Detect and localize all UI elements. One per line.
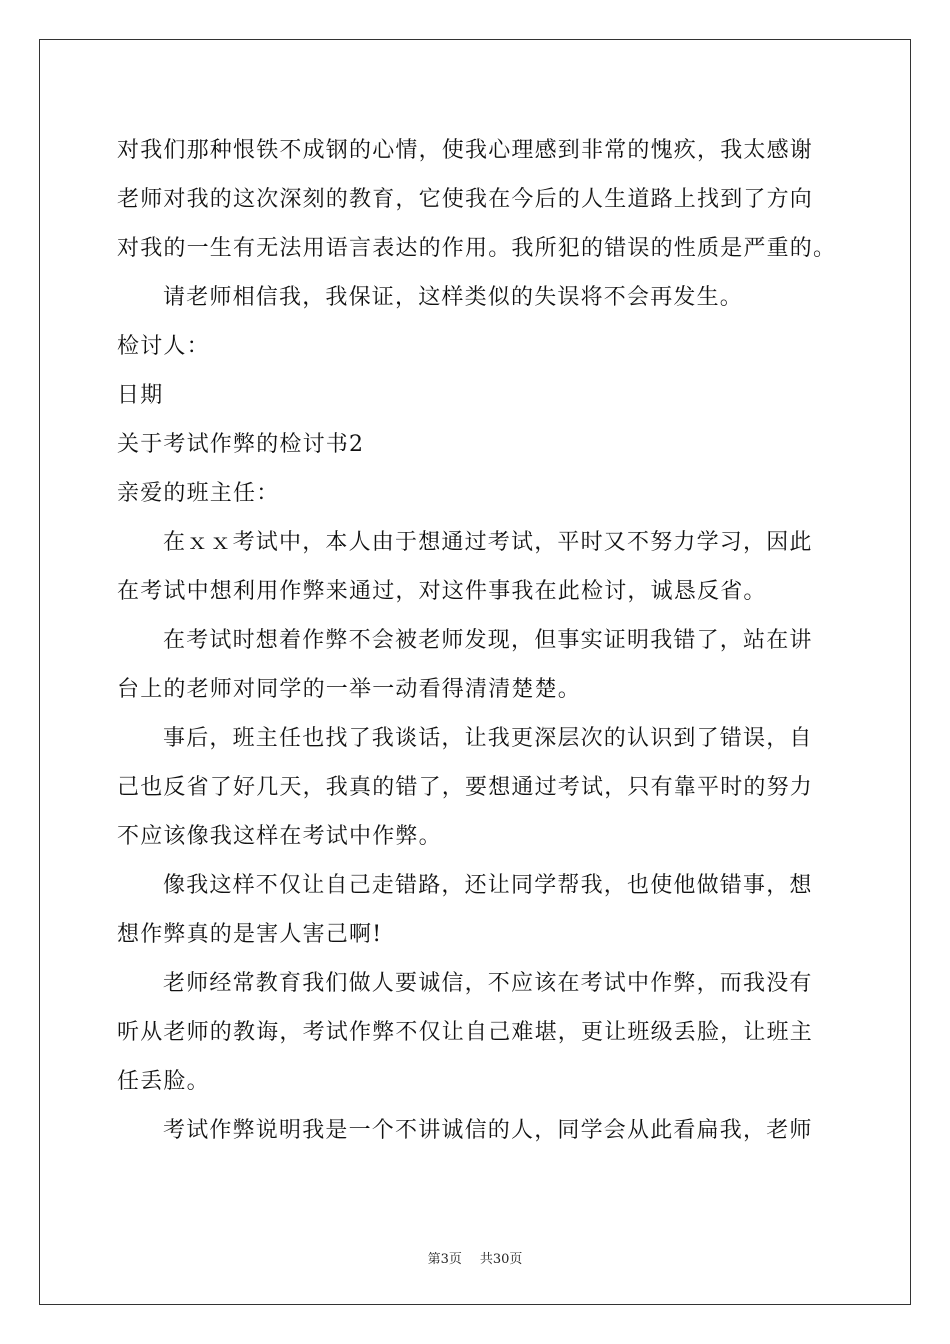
text-line: 己也反省了好几天，我真的错了，要想通过考试，只有靠平时的努力 [117,775,814,800]
text-line: 在考试时想着作弊不会被老师发现，但事实证明我错了，站在讲 [163,628,813,653]
text-line: 在ｘｘ考试中，本人由于想通过考试，平时又不努力学习，因此 [163,530,813,555]
text-line: 事后，班主任也找了我谈话，让我更深层次的认识到了错误，自 [163,726,813,751]
text-line: 听从老师的教诲，考试作弊不仅让自己难堪，更让班级丢脸，让班主 [117,1020,814,1045]
page-footer [0,1248,950,1267]
text-line: 像我这样不仅让自己走错路，还让同学帮我，也使他做错事，想 [163,873,813,898]
text-line: 请老师相信我，我保证，这样类似的失误将不会再发生。 [163,285,744,310]
text-line: 在考试中想利用作弊来通过，对这件事我在此检讨，诚恳反省。 [117,579,767,604]
salutation: 亲爱的班主任： [117,481,280,506]
text-line: 台上的老师对同学的一举一动看得清清楚楚。 [117,677,582,702]
text-line: 想作弊真的是害人害己啊! [117,922,383,947]
page-total: 共30页 [479,1252,523,1267]
page-number: 第3页 [427,1252,462,1267]
text-line: 老师对我的这次深刻的教育，它使我在今后的人生道路上找到了方向 [117,187,814,212]
text-line: 老师经常教育我们做人要诚信，不应该在考试中作弊，而我没有 [163,971,813,996]
date-label: 日期 [117,383,164,408]
text-line: 不应该像我这样在考试中作弊。 [117,824,442,849]
section-title: 关于考试作弊的检讨书2 [117,432,365,457]
document-body [117,126,837,1155]
signature-label: 检讨人： [117,334,210,359]
text-line: 对我的一生有无法用语言表达的作用。我所犯的错误的性质是严重的。 [117,236,837,261]
text-line: 任丢脸。 [117,1069,210,1094]
text-line: 考试作弊说明我是一个不讲诚信的人，同学会从此看扁我，老师 [163,1118,813,1143]
text-line: 对我们那种恨铁不成钢的心情，使我心理感到非常的愧疚，我太感谢 [117,138,814,163]
